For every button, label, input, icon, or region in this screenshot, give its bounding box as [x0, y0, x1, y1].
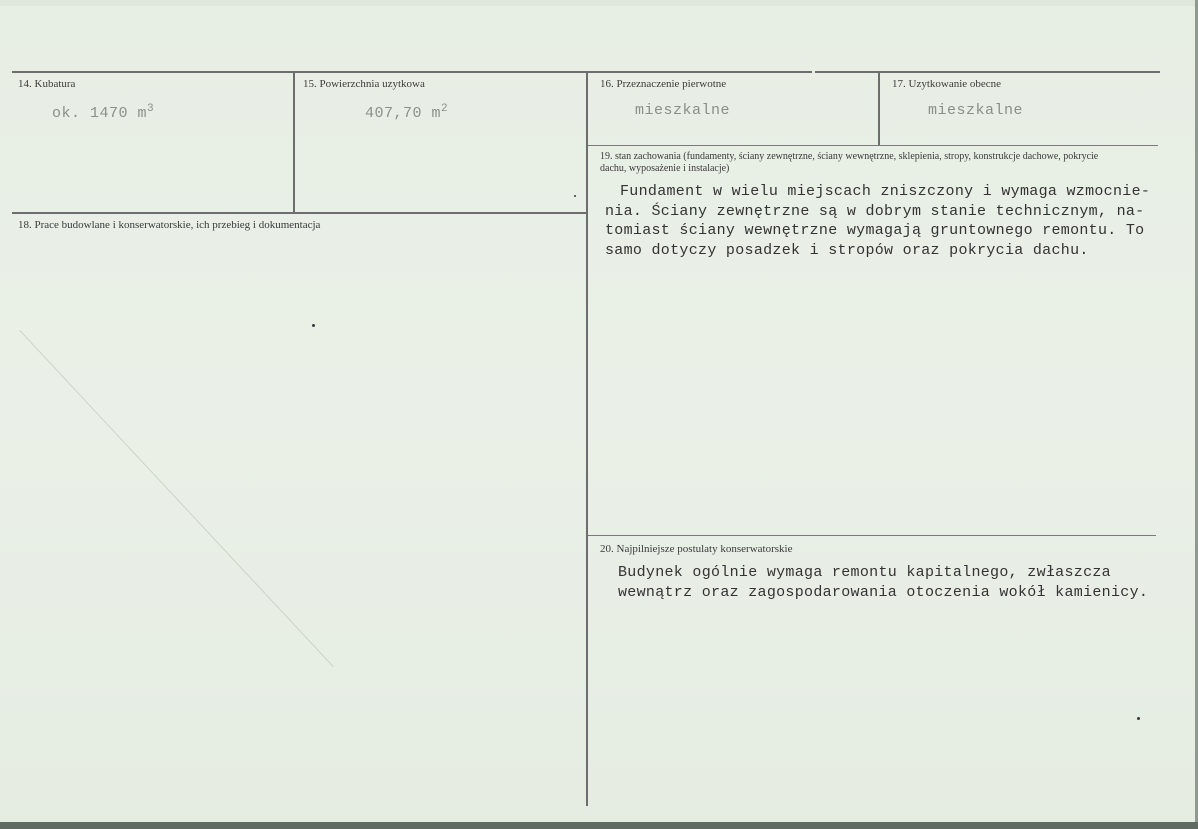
field-20-line: wewnątrz oraz zagospodarowania otoczenia wokół kamienicy. — [618, 583, 1149, 601]
field-19-line: samo dotyczy posadzek i stropów oraz pokrycia dachu. — [605, 241, 1089, 259]
divider-16-17 — [878, 72, 880, 145]
paper-fold-crease — [19, 330, 333, 667]
field-14-value: ok. 1470 $m^3$ — [52, 103, 155, 122]
field-16-label: 16. Przeznaczenie pierwotne — [600, 78, 727, 90]
field-15-label: 15. Powierzchnia uzytkowa — [303, 78, 425, 90]
field-16-value: mieszkalne — [635, 102, 731, 119]
field-17-label: 17. Uzytkowanie obecne — [892, 78, 1002, 90]
top-rule-left — [12, 71, 812, 73]
field-14-label: 14. Kubatura — [18, 78, 76, 90]
field-19-text — [605, 182, 1151, 260]
rule-under-14-15 — [12, 212, 586, 214]
field-20-text — [618, 563, 1148, 602]
field-20-line: Budynek ogólnie wymaga remontu kapitalnego, zwłaszcza — [618, 564, 1111, 581]
divider-14-15 — [293, 72, 295, 213]
field-19-line: tomiast ściany wewnętrzne wymagają gruntownego remontu. To — [605, 222, 1145, 239]
top-rule-right — [815, 71, 1160, 73]
rule-under-16-17 — [588, 145, 1158, 146]
field-19-label: 19. stan zachowania (fundamenty, ściany zewnętrzne, ściany wewnętrzne, sklepienia, stropy, konstrukcje dachowe, pokrycie dachu, wyposażenie i instalacje) — [600, 151, 1099, 174]
field-17-value: mieszkalne — [928, 102, 1024, 119]
card-top-edge — [0, 0, 1198, 6]
field-15-value: 407,70 $m^2$ — [365, 103, 449, 122]
ink-speck — [574, 195, 576, 197]
card-bottom-edge — [0, 822, 1198, 829]
rule-above-20 — [588, 535, 1156, 536]
field-20-label: 20. Najpilniejsze postulaty konserwatorskie — [600, 543, 793, 555]
field-19-line: Fundament w wielu miejscach zniszczony i wymaga wzmocnie- — [620, 183, 1151, 200]
field-19-line: nia. Ściany zewnętrzne są w dobrym stanie technicznym, na- — [605, 202, 1145, 220]
ink-speck — [312, 324, 315, 327]
divider-main — [586, 72, 588, 806]
field-18-label: 18. Prace budowlane i konserwatorskie, ich przebieg i dokumentacja — [18, 219, 321, 231]
ink-speck — [1137, 717, 1140, 720]
